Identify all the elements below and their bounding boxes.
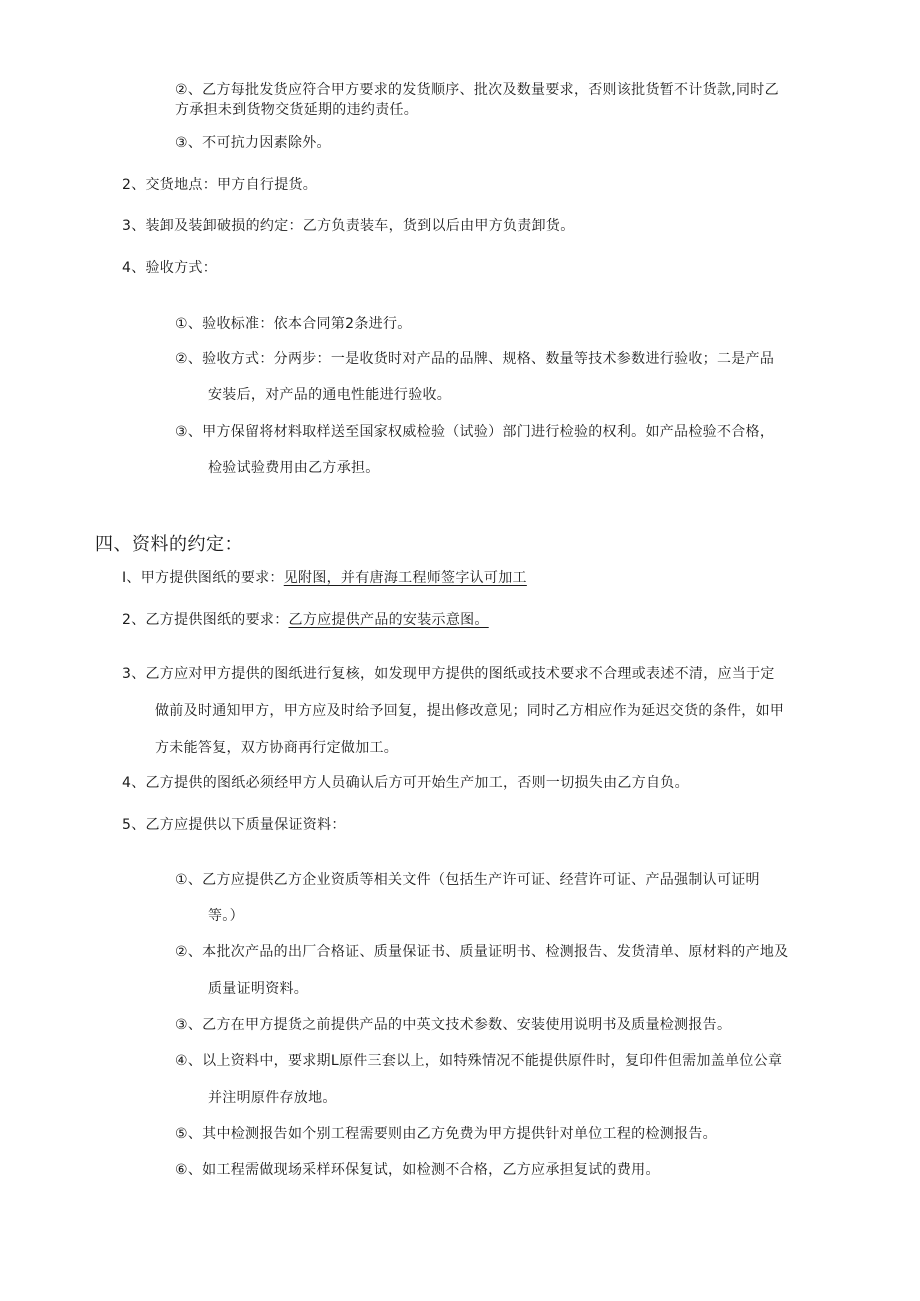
item-2-value: 乙方应提供产品的安装示意图。 xyxy=(288,612,489,628)
quality-3: ③、乙方在甲方提货之前提供产品的中英文技术参数、安装使用说明书及质量检测报告。 xyxy=(175,1017,732,1033)
item-5: 5、乙方应提供以下质量保证资料： xyxy=(122,817,346,833)
quality-5: ⑤、其中检测报告如个别工程需要则由乙方免费为甲方提供针对单位工程的检测报告。 xyxy=(175,1126,717,1142)
quality-4-line1: ④、以上资料中，要求期L原件三套以上，如特殊情况不能提供原件时，复印件但需加盖单位公章 xyxy=(175,1053,783,1069)
quality-2-line2: 质量证明资料。 xyxy=(208,981,309,997)
clause-3: 3、装卸及装卸破损的约定：乙方负责装车，货到以后由甲方负责卸货。 xyxy=(122,218,575,234)
quality-1-line1: ①、乙方应提供乙方企业资质等相关文件（包括生产许可证、经营许可证、产品强制认可证明 xyxy=(175,872,760,888)
item-4: 4、乙方提供的图纸必须经甲方人员确认后方可开始生产加工，否则一切损失由乙方自负。 xyxy=(122,775,689,791)
quality-2-line1: ②、本批次产品的出厂合格证、质量保证书、质量证明书、检测报告、发货清单、原材料的产地及 xyxy=(175,944,789,960)
item-2-label: 2、乙方提供图纸的要求： xyxy=(122,612,289,628)
acceptance-3-line1: ③、甲方保留将材料取样送至国家权威检验（试验）部门进行检验的权利。如产品检验不合格， xyxy=(175,424,775,440)
item-3-line1: 3、乙方应对甲方提供的图纸进行复核，如发现甲方提供的图纸或技术要求不合理或表述不清，应当于定 xyxy=(122,666,775,682)
clause-4: 4、验收方式： xyxy=(122,260,218,276)
section-title: 四、资料的约定： xyxy=(95,534,243,555)
item-1-value: 见附图，并有唐海工程师签字认可加工 xyxy=(283,570,527,586)
quality-1-line2: 等。） xyxy=(208,908,244,924)
acceptance-2-line2: 安装后，对产品的通电性能进行验收。 xyxy=(208,387,452,403)
quality-4-line2: 并注明原件存放地。 xyxy=(208,1090,337,1106)
acceptance-3-line2: 检验试验费用由乙方承担。 xyxy=(208,460,380,476)
clause-2: 2、交货地点：甲方自行提货。 xyxy=(122,177,318,193)
item2-line1: ②、乙方每批发货应符合甲方要求的发货顺序、批次及数量要求，否则该批货暂不计货款,同时乙 xyxy=(175,82,779,98)
item3: ③、不可抗力因素除外。 xyxy=(175,135,331,151)
item2-line2: 方承担未到货物交货延期的违约责任。 xyxy=(175,102,419,118)
item-3-line3: 方未能答复，双方协商再行定做加工。 xyxy=(155,740,399,756)
acceptance-2-line1: ②、验收方式：分两步：一是收货时对产品的品牌、规格、数量等技术参数进行验收；二是产品 xyxy=(175,351,775,367)
item-1 xyxy=(122,568,527,588)
item-1-label: I、甲方提供图纸的要求： xyxy=(122,570,284,586)
item-2 xyxy=(122,610,489,630)
item-3-line2: 做前及时通知甲方，甲方应及时给予回复，提出修改意见；同时乙方相应作为延迟交货的条件，如甲 xyxy=(155,703,785,719)
acceptance-1: ①、验收标准：依本合同第2条进行。 xyxy=(175,316,412,332)
quality-6: ⑥、如工程需做现场采样环保复试，如检测不合格，乙方应承担复试的费用。 xyxy=(175,1162,660,1178)
